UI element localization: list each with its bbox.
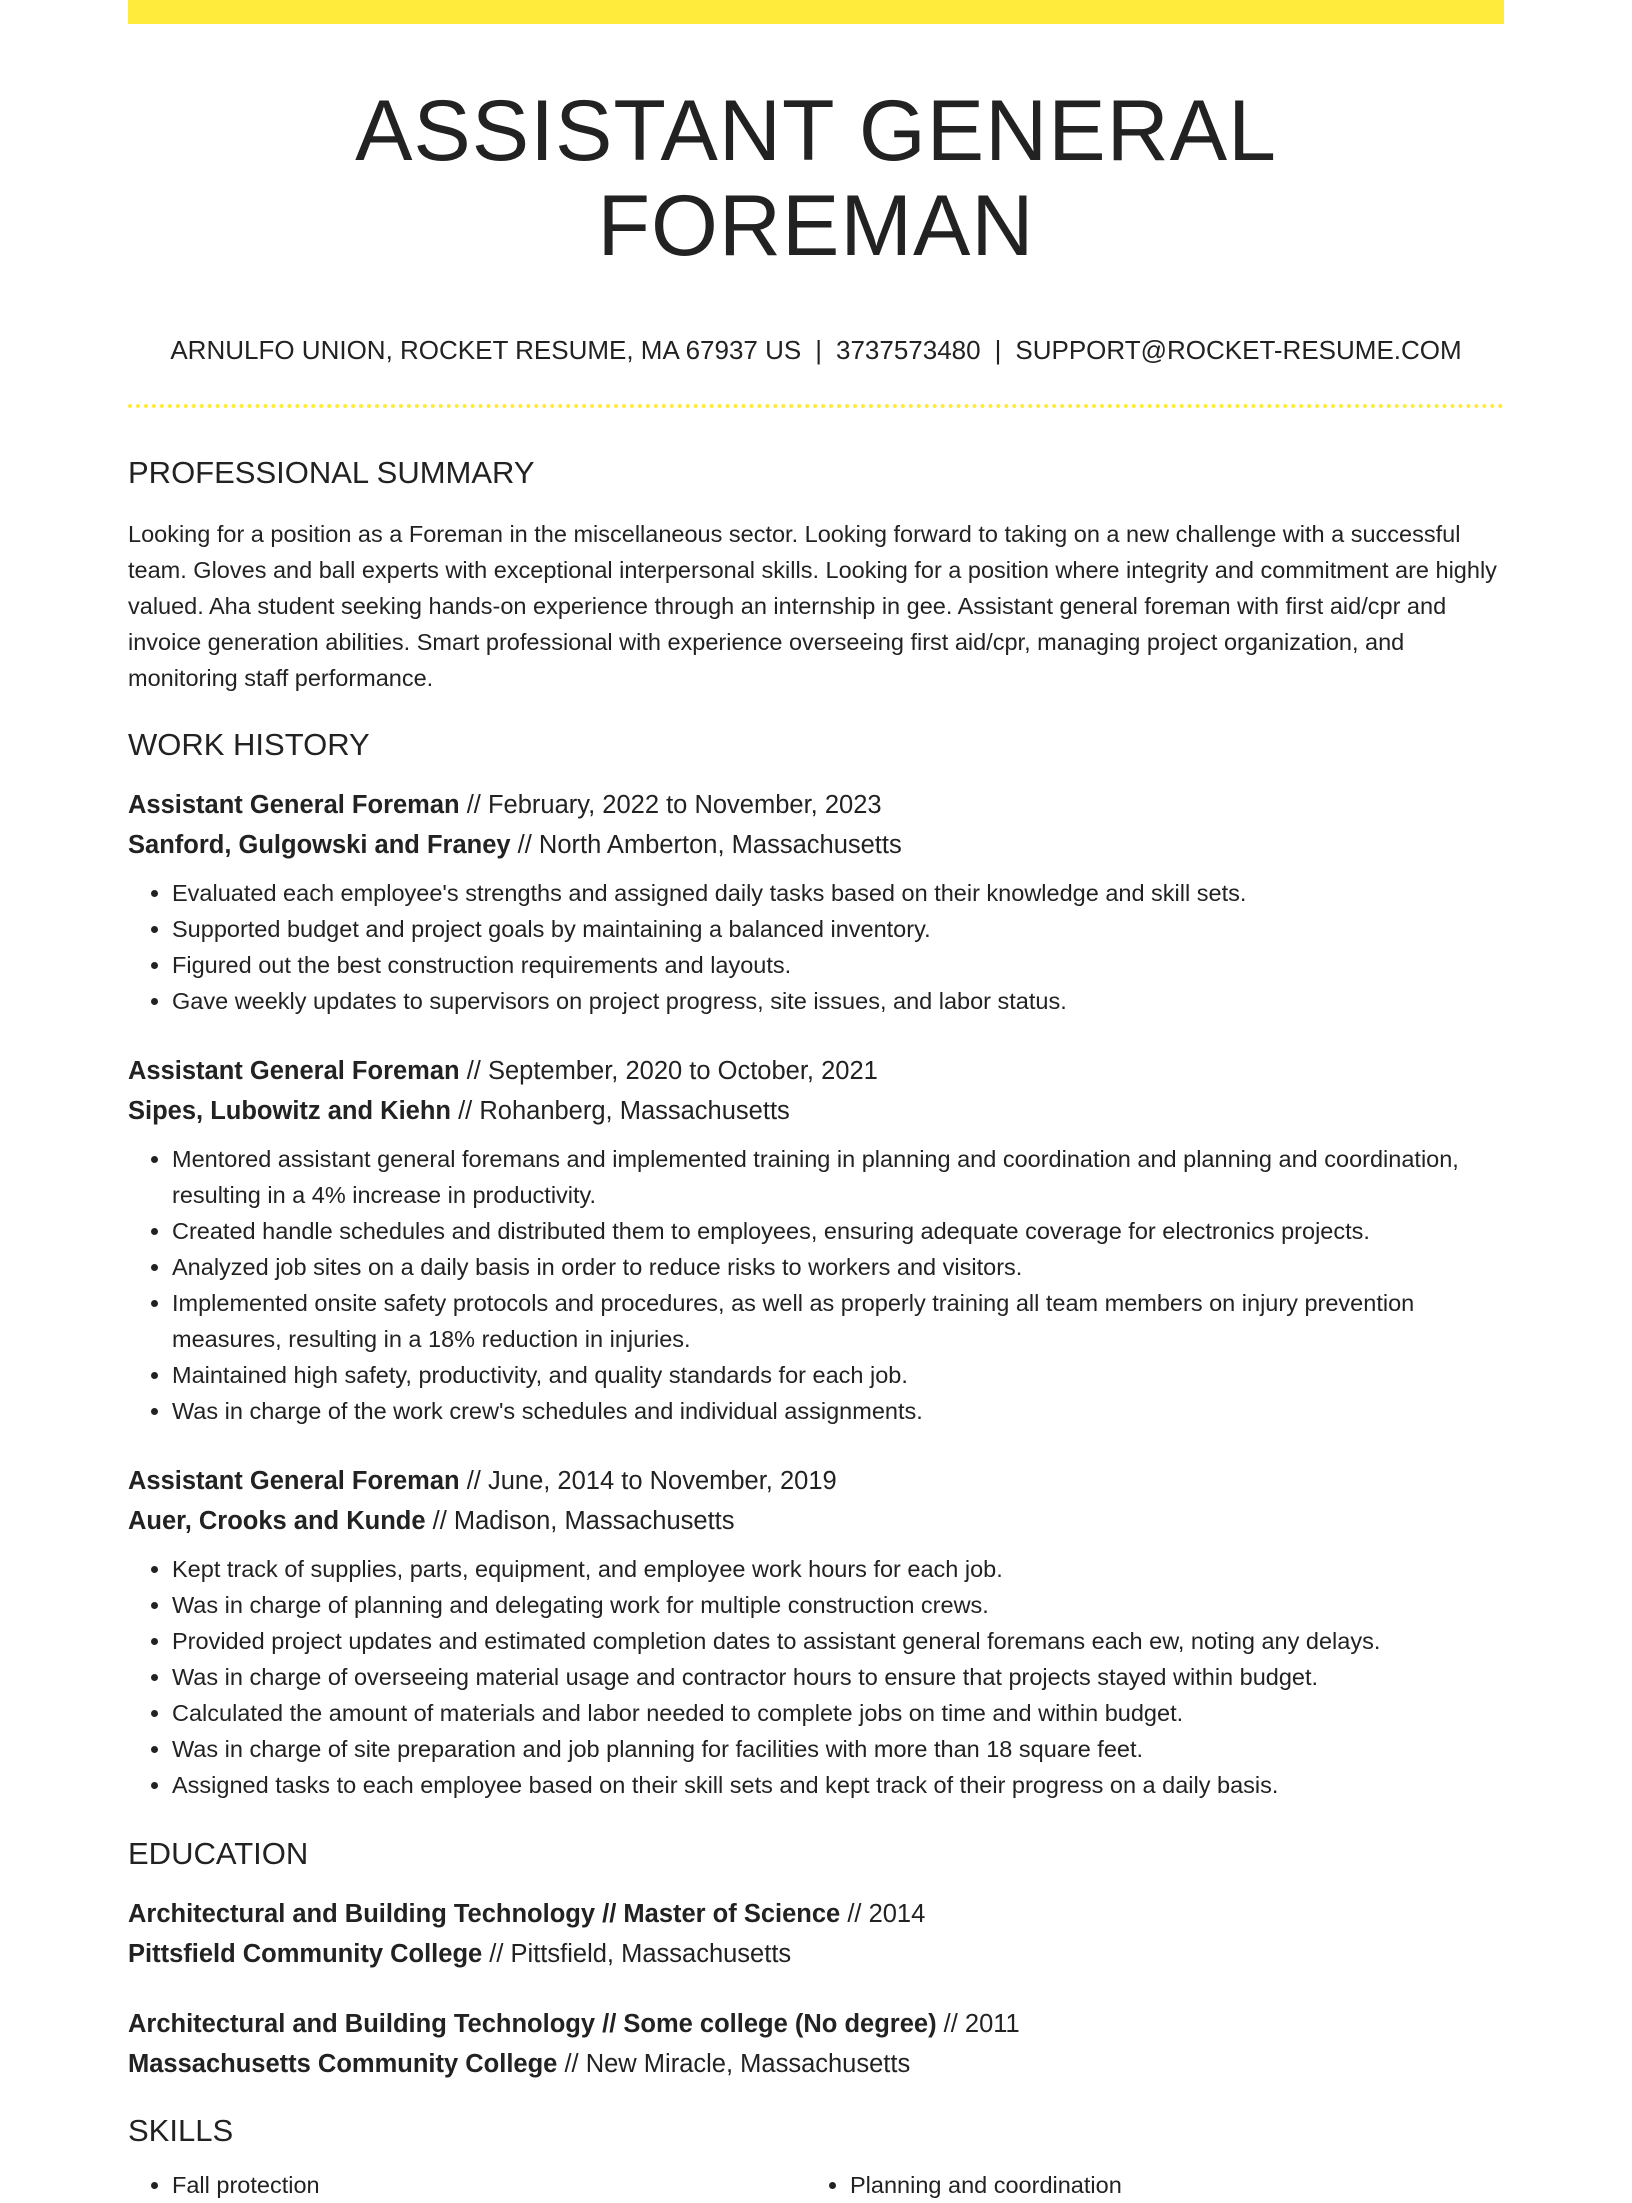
accent-bar: [128, 0, 1504, 24]
job-bullet: • Was in charge of planning and delegating work for multiple construction crews.: [172, 1587, 1504, 1623]
job-company-line: [128, 1501, 1504, 1541]
job-company-line: [128, 1091, 1504, 1131]
job-dates: // February, 2022 to November, 2023: [459, 790, 882, 819]
skill-item: • Planning and coordination: [850, 2167, 1484, 2203]
job-bullet: • Maintained high safety, productivity, and quality standards for each job.: [172, 1357, 1504, 1393]
job-company: Sipes, Lubowitz and Kiehn: [128, 1096, 452, 1125]
contact-email: SUPPORT@ROCKET-RESUME.COM: [1015, 335, 1462, 366]
job-dates: // June, 2014 to November, 2019: [459, 1466, 837, 1495]
job-location: // North Amberton, Massachusetts: [510, 830, 902, 859]
skills-list-left: [128, 2167, 806, 2203]
section-title-skills: SKILLS: [128, 2112, 234, 2148]
job-bullet: • Figured out the best construction requirements and layouts.: [172, 947, 1504, 983]
job-title-line: [128, 785, 1504, 825]
job-location: // Rohanberg, Massachusetts: [451, 1096, 790, 1125]
job-bullet: • Was in charge of the work crew's schedules and individual assignments.: [172, 1393, 1504, 1429]
education-year: // 2011: [936, 2009, 1020, 2038]
job-role: Assistant General Foreman: [128, 1056, 460, 1085]
education-degree: Architectural and Building Technology // Master of Science: [128, 1899, 841, 1928]
education-school: Pittsfield Community College: [128, 1939, 483, 1968]
job-bullet: • Gave weekly updates to supervisors on project progress, site issues, and labor status.: [172, 983, 1504, 1019]
resume-page: [128, 0, 1504, 2203]
contact-phone: 3737573480: [836, 335, 981, 366]
job-bullet: • Evaluated each employee's strengths and assigned daily tasks based on their knowledge and skill sets.: [172, 875, 1504, 911]
job-bullet: • Was in charge of overseeing material usage and contractor hours to ensure that projects stayed within budget.: [172, 1659, 1504, 1695]
skills-columns: [128, 2167, 1504, 2203]
job-company-line: [128, 825, 1504, 865]
education-location: // Pittsfield, Massachusetts: [482, 1939, 792, 1968]
job-bullet: • Implemented onsite safety protocols and procedures, as well as properly training all team members on injury prevention measures, resulting in a 18% reduction in injuries.: [172, 1285, 1504, 1357]
job-bullets: [128, 1141, 1504, 1429]
education-school-line: [128, 2044, 1504, 2084]
education-entry: [128, 1894, 1504, 1974]
section-title-work-history: WORK HISTORY: [128, 726, 370, 762]
education-degree-line: [128, 2004, 1504, 2044]
education-location: // New Miracle, Massachusetts: [557, 2049, 911, 2078]
education-school: Massachusetts Community College: [128, 2049, 558, 2078]
summary-text: Looking for a position as a Foreman in the miscellaneous sector. Looking forward to taking on a new challenge with a successful team. Gloves and ball experts with exceptional interpersonal skills. Looking for a position where integrity and commitment are highly valued. Aha student seeking hands-on experience through an internship in gee. Assistant general foreman with first aid/cpr and invoice generation abilities. Smart professional with experience overseeing first aid/cpr, managing project organization, and monitoring staff performance.: [128, 520, 1497, 691]
skills-list-right: [806, 2167, 1484, 2203]
job-bullet: • Supported budget and project goals by maintaining a balanced inventory.: [172, 911, 1504, 947]
education-year: // 2014: [840, 1899, 926, 1928]
job-location: // Madison, Massachusetts: [425, 1506, 735, 1535]
resume-title: ASSISTANT GENERAL FOREMAN: [355, 83, 1277, 274]
job-bullet: • Analyzed job sites on a daily basis in order to reduce risks to workers and visitors.: [172, 1249, 1504, 1285]
contact-line: [128, 335, 1504, 366]
job-role: Assistant General Foreman: [128, 790, 460, 819]
job-bullets: [128, 1551, 1504, 1803]
job-dates: // September, 2020 to October, 2021: [459, 1056, 878, 1085]
job-company: Sanford, Gulgowski and Franey: [128, 830, 511, 859]
education-degree: Architectural and Building Technology // Some college (No degree): [128, 2009, 937, 2038]
job-bullet: • Mentored assistant general foremans and implemented training in planning and coordination and planning and coordination, resulting in a 4% increase in productivity.: [172, 1141, 1504, 1213]
education-school-line: [128, 1934, 1504, 1974]
job-bullets: [128, 875, 1504, 1019]
job-entry: [128, 785, 1504, 1019]
job-entry: [128, 1461, 1504, 1803]
contact-separator: |: [994, 335, 1002, 366]
job-company: Auer, Crooks and Kunde: [128, 1506, 426, 1535]
job-bullet: • Was in charge of site preparation and job planning for facilities with more than 18 square feet.: [172, 1731, 1504, 1767]
skill-item: • Fall protection: [172, 2167, 806, 2203]
contact-separator: |: [815, 335, 822, 366]
job-bullet: • Calculated the amount of materials and labor needed to complete jobs on time and within budget.: [172, 1695, 1504, 1731]
dotted-divider: [128, 404, 1504, 408]
section-title-summary: PROFESSIONAL SUMMARY: [128, 455, 535, 491]
contact-address: ARNULFO UNION, ROCKET RESUME, MA 67937 US: [170, 335, 802, 366]
job-role: Assistant General Foreman: [128, 1466, 460, 1495]
job-bullet: • Assigned tasks to each employee based on their skill sets and kept track of their progress on a daily basis.: [172, 1767, 1504, 1803]
job-entry: [128, 1051, 1504, 1429]
education-entry: [128, 2004, 1504, 2084]
job-title-line: [128, 1051, 1504, 1091]
job-bullet: • Provided project updates and estimated completion dates to assistant general foremans each ew, noting any delays.: [172, 1623, 1504, 1659]
job-bullet: • Kept track of supplies, parts, equipment, and employee work hours for each job.: [172, 1551, 1504, 1587]
section-title-education: EDUCATION: [128, 1835, 309, 1871]
education-degree-line: [128, 1894, 1504, 1934]
job-bullet: • Created handle schedules and distributed them to employees, ensuring adequate coverage for electronics projects.: [172, 1213, 1504, 1249]
job-title-line: [128, 1461, 1504, 1501]
